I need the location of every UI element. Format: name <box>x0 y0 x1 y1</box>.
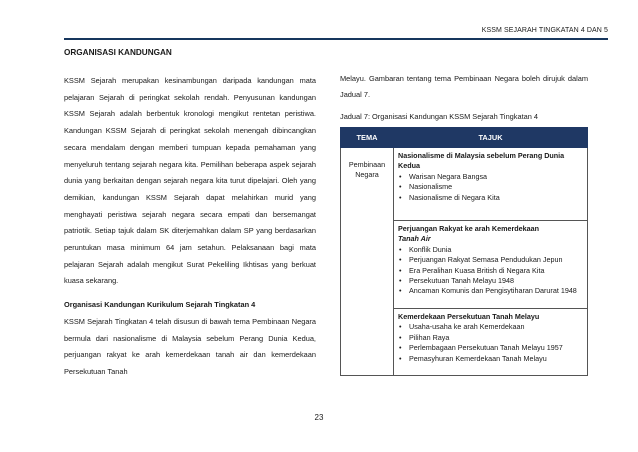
section-title: ORGANISASI KANDUNGAN <box>64 48 172 57</box>
list-item: • Usaha-usaha ke arah Kemerdekaan <box>409 322 583 332</box>
intro-paragraph: KSSM Sejarah merupakan kesinambungan daripada kandungan mata pelajaran Sejarah di peringkat sekolah rendah. Penyusunan kandungan KSSM Sejarah adalah berbentuk kronologi mengikut rentetan peristiwa. Kandungan KSSM Sejarah di peringkat sekolah menengah dibincangkan secara mendalam dengan memberi tumpuan kepada pemahaman yang menyeluruh tentang sejarah negara kita. Pemilihan beberapa aspek sejarah dunia yang berkaitan dengan sejarah negara kita turut dipelajari. Oleh yang demikian, kandungan KSSM Sejarah dapat melahirkan murid yang menghayati peristiwa sejarah negara secara empati dan bersemangat patriotik. Setiap tajuk dalam SK diterjemahkan dalam SP yang berdasarkan peruntukan masa minimum 64 jam setahun. Pelaksanaan bagi mata pelajaran Sejarah adalah mengikut Surat Pekeliling Ikhtisas yang berkuat kuasa sekarang. <box>64 76 316 286</box>
list-item: • Pemasyhuran Kemerdekaan Tanah Melayu <box>409 354 583 364</box>
topic-list <box>398 322 583 364</box>
tema-cell: Pembinaan Negara <box>341 148 394 376</box>
list-item: • Era Peralihan Kuasa British di Negara Kita <box>409 266 583 276</box>
topic-cell-1 <box>394 148 588 221</box>
body-paragraph: KSSM Sejarah Tingkatan 4 telah disusun di bawah tema Pembinaan Negara bermula dari nasionalisme di Malaysia sebelum Perang Dunia Kedua, perjuangan rakyat ke arah kemerdekaan tanah air dan kemerdekaan Persekutuan Tanah <box>64 316 316 376</box>
topic-cell-3 <box>394 308 588 375</box>
list-item: • Ancaman Komunis dan Pengisytiharan Darurat 1948 <box>409 286 583 296</box>
running-header: KSSM SEJARAH TINGKATAN 4 DAN 5 <box>481 27 608 34</box>
topic-title: Kemerdekaan Persekutuan Tanah Melayu <box>398 311 540 321</box>
subheading: Organisasi Kandungan Kurikulum Sejarah Tingkatan 4 <box>64 300 256 310</box>
topic-list <box>398 245 583 297</box>
topic-list <box>398 172 583 203</box>
list-item: • Persekutuan Tanah Melayu 1948 <box>409 276 583 286</box>
right-column <box>340 71 588 376</box>
list-item: • Konflik Dunia <box>409 245 583 255</box>
list-item: • Perlembagaan Persekutuan Tanah Melayu 1957 <box>409 343 583 353</box>
topic-title: Nasionalisme di Malaysia sebelum Perang Dunia Kedua <box>398 151 565 171</box>
list-item: • Nasionalisme <box>409 182 583 192</box>
header-rule <box>64 38 608 40</box>
table-caption: Jadual 7: Organisasi Kandungan KSSM Sejarah Tingkatan 4 <box>340 112 539 121</box>
topic-cell-2 <box>394 221 588 309</box>
header-tajuk: TAJUK <box>394 128 588 148</box>
header-tema: TEMA <box>341 128 394 148</box>
list-item: • Nasionalisme di Negara Kita <box>409 193 583 203</box>
left-column <box>64 73 316 381</box>
organisation-table <box>340 127 588 376</box>
list-item: • Warisan Negara Bangsa <box>409 172 583 182</box>
list-item: • Perjuangan Rakyat Semasa Pendudukan Jepun <box>409 255 583 265</box>
continuation-paragraph: Melayu. Gambaran tentang tema Pembinaan Negara boleh dirujuk dalam Jadual 7. <box>340 74 588 99</box>
table-row <box>341 148 588 221</box>
table-header-row <box>341 128 588 148</box>
topic-title: Perjuangan Rakyat ke arah Kemerdekaan <box>398 224 540 234</box>
page-number: 23 <box>314 413 324 422</box>
list-item: • Pilihan Raya <box>409 333 583 343</box>
topic-subtitle: Tanah Air <box>398 234 431 244</box>
